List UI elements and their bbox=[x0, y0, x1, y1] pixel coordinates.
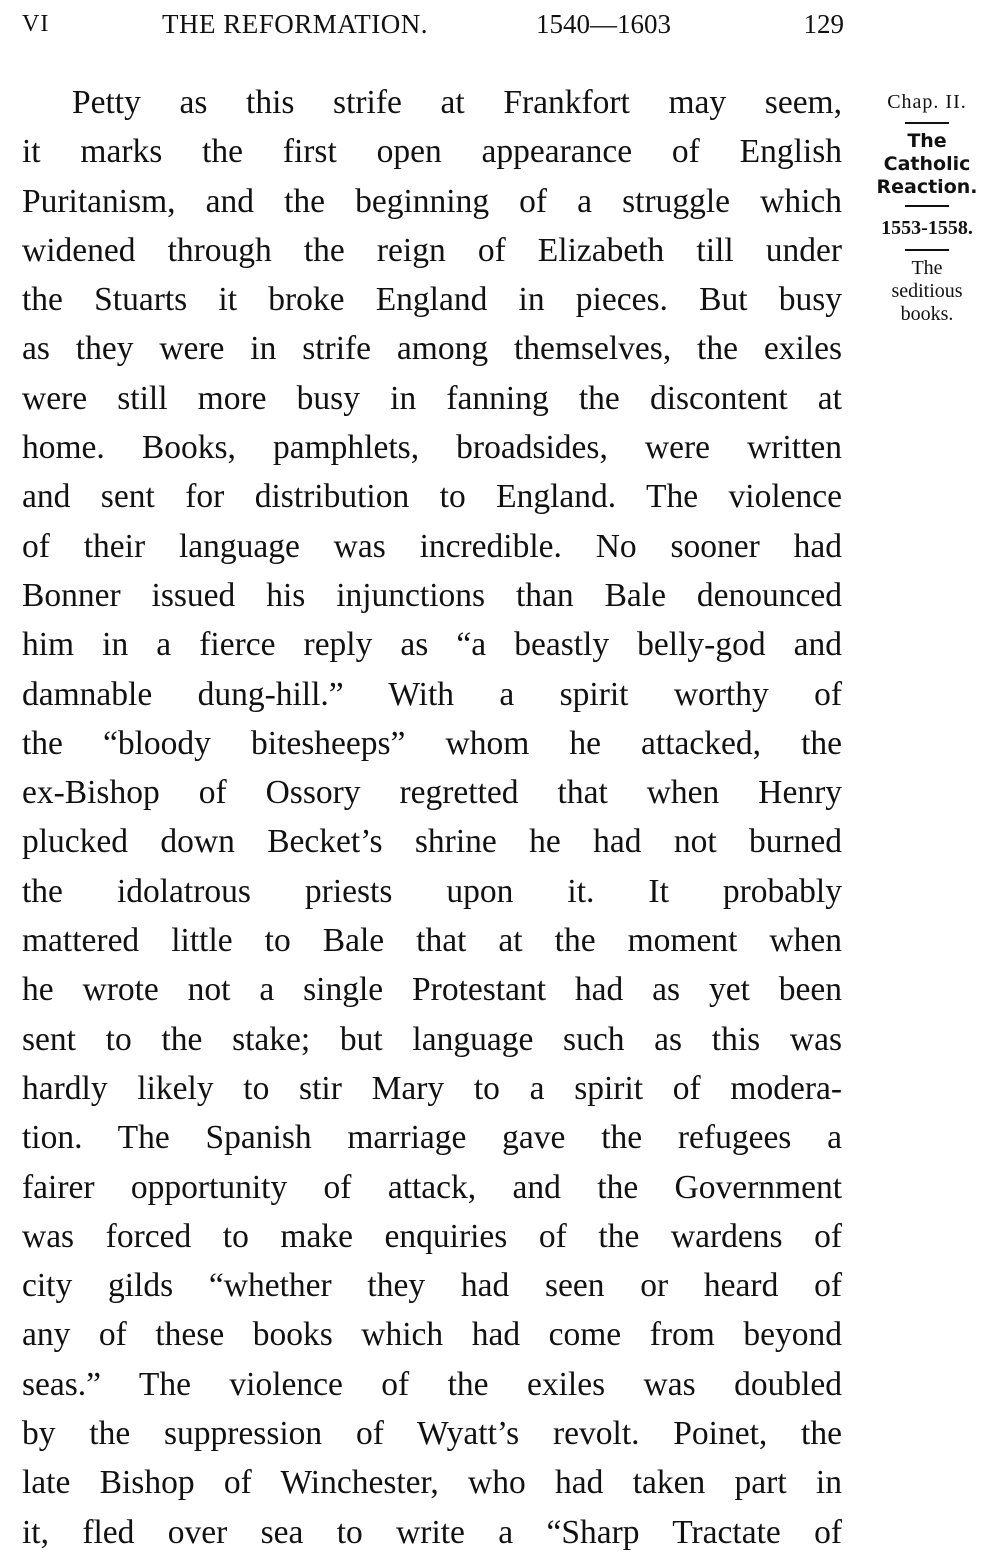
text-line: fairer opportunity of attack, and the Government bbox=[22, 1168, 842, 1206]
running-head-chapter: VI bbox=[22, 11, 50, 37]
body-text bbox=[22, 78, 842, 1557]
margin-chapter-label: Chap. II. bbox=[887, 91, 967, 113]
text-line: plucked down Becket’s shrine he had not burned bbox=[22, 823, 842, 861]
text-line: tion. The Spanish marriage gave the refugees a bbox=[22, 1119, 842, 1157]
margin-divider bbox=[905, 205, 949, 207]
text-line: by the suppression of Wyatt’s revolt. Poinet, the bbox=[22, 1415, 842, 1453]
text-line: late Bishop of Winchester, who had taken part in bbox=[22, 1464, 842, 1502]
text-line: Puritanism, and the beginning of a struggle which bbox=[22, 182, 842, 220]
text-line: any of these books which had come from beyond bbox=[22, 1316, 842, 1354]
text-line: city gilds “whether they had seen or heard of bbox=[22, 1267, 842, 1305]
margin-section-title-line: Reaction. bbox=[876, 176, 978, 198]
margin-topic-line: seditious bbox=[891, 280, 963, 302]
text-line: ex-Bishop of Ossory regretted that when Henry bbox=[22, 774, 842, 812]
text-line: was forced to make enquiries of the wardens of bbox=[22, 1217, 842, 1255]
running-head-years: 1540—1603 bbox=[536, 9, 671, 39]
text-line: it marks the first open appearance of English bbox=[22, 133, 842, 171]
margin-topic-line: books. bbox=[900, 303, 954, 325]
margin-section-title bbox=[862, 130, 992, 199]
text-line: mattered little to Bale that at the moment when bbox=[22, 922, 842, 960]
text-line: seas.” The violence of the exiles was doubled bbox=[22, 1365, 842, 1403]
text-line: damnable dung-hill.” With a spirit worthy of bbox=[22, 675, 842, 713]
margin-divider bbox=[905, 249, 949, 251]
text-line: Petty as this strife at Frankfort may seem, bbox=[72, 84, 842, 121]
margin-section-title-line: Catholic bbox=[883, 153, 971, 175]
text-line: the “bloody bitesheeps” whom he attacked, the bbox=[22, 724, 842, 762]
margin-topic-line: The bbox=[911, 257, 943, 279]
page-number: 129 bbox=[803, 9, 844, 39]
margin-notes bbox=[862, 88, 992, 326]
text-line: of their language was incredible. No sooner had bbox=[22, 527, 842, 565]
text-line: hardly likely to stir Mary to a spirit of modera- bbox=[22, 1069, 842, 1107]
margin-dates: 1553-1558. bbox=[881, 217, 973, 239]
text-line: and sent for distribution to England. The violence bbox=[22, 478, 842, 516]
text-line: were still more busy in fanning the discontent at bbox=[22, 379, 842, 417]
text-line: the idolatrous priests upon it. It probably bbox=[22, 872, 842, 910]
running-head-title: THE REFORMATION. bbox=[162, 9, 429, 39]
text-line: as they were in strife among themselves, the exiles bbox=[22, 330, 842, 368]
margin-topic bbox=[862, 257, 992, 326]
text-line: sent to the stake; but language such as this was bbox=[22, 1020, 842, 1058]
margin-section-title-line: The bbox=[907, 130, 947, 152]
text-line: it, fled over sea to write a “Sharp Tractate of bbox=[22, 1513, 842, 1551]
text-line: the Stuarts it broke England in pieces. But busy bbox=[22, 281, 842, 319]
running-head bbox=[22, 6, 844, 42]
text-line: him in a fierce reply as “a beastly belly-god and bbox=[22, 626, 842, 664]
text-line: Bonner issued his injunctions than Bale denounced bbox=[22, 576, 842, 614]
text-line: widened through the reign of Elizabeth till under bbox=[22, 231, 842, 269]
text-line: home. Books, pamphlets, broadsides, were written bbox=[22, 429, 842, 467]
text-line: he wrote not a single Protestant had as yet been bbox=[22, 971, 842, 1009]
margin-divider bbox=[905, 122, 949, 124]
